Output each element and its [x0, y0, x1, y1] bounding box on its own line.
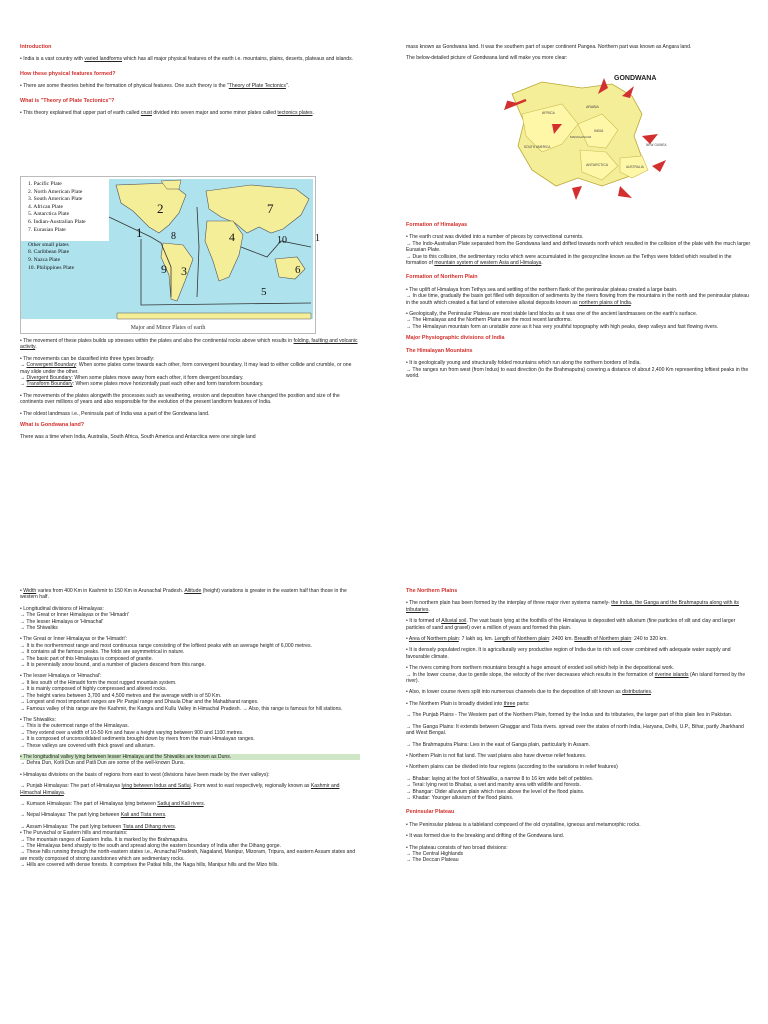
paragraph-plate-movement: • The movement of these plates builds up stresses within the plates and also the continental rocks above which results in folding, faulting and volcanic activity.	[20, 338, 358, 351]
gondwana-map	[502, 74, 692, 204]
paragraph-geology: • Geologically, the Peninsular Plateau are most stable land blocks as it was one of the ancient landmasses on the earth's surface. → The Himalayas and the Northern Plains are the most recent landforms. → The Himalayan mountain form an unstable zone as it has very youthful topography with high peaks, deep valleys and fast flowing rivers.	[406, 311, 719, 330]
plate-label-4: 4	[229, 230, 235, 244]
paragraph-four-regions: • Northern plains can be divided into four regions (according to the variations in relief features)	[406, 764, 618, 771]
paragraph-northern-plain: • The uplift of Himalaya from Tethys sea and settling of the northern flank of the peninsular plateau created a large basin. → In due time, gradually the basin got filled with deposition of sediments by the rivers flowing from the mountains in the north and the peninsular plateau in the south which created a flat land of extensive alluvial deposits known as northern plains of India.	[406, 286, 749, 306]
document-page-2	[0, 512, 768, 1024]
paragraph-area: • Area of Northern plain: 7 lakh sq. km. Length of Northern plain: 2400 km. Breadth of Northern plain: 240 to 320 km.	[406, 636, 668, 643]
label-arabia: ARABIA	[586, 105, 599, 109]
paragraph-population: • It is densely populated region. It is agriculturally very productive region of India due to rich soil cover combined with adequate water supply and favourable climate.	[406, 647, 731, 660]
page1-right-column	[406, 44, 751, 67]
plate-label-1a: 1	[136, 225, 143, 240]
page1-left-column-lower	[20, 338, 360, 446]
paragraph-duns: • The longitudinal valley lying between lesser Himalaya and the Shiwaliks are known as Duns. → Dehra Dun, Kotli Dun and Patli Dun are some of the well-known Duns.	[20, 754, 360, 767]
heading-formation-himalayas: Formation of Himalayas	[406, 222, 468, 228]
heading-himalayan-mountains: The Himalayan Mountains	[406, 347, 473, 354]
list-plateau-divisions: • The plateau consists of two broad divisions: → The Central Highlands → The Deccan Plateau	[406, 844, 508, 864]
paragraph-punjab-himalayas: → Punjab Himalayas: The part of Himalayas lying between Indus and Satluj. From west to east respectively, regionally known as Kashmir and Himachal Himalaya.	[20, 783, 340, 796]
paragraph-plateau-2: • It was formed due to the breaking and drifting of the Gondwana land.	[406, 833, 565, 840]
plate-label-7: 7	[267, 201, 274, 216]
label-africa: AFRICA	[542, 111, 555, 115]
paragraph-distributaries: • Also, in lower course rivers split into numerous channels due to the deposition of silt known as distributaries.	[406, 689, 653, 696]
paragraph-gondwana: There was a time when India, Australia, South Africa, South America and Antarctica were one single land	[20, 434, 256, 441]
label-india: INDIA	[594, 129, 604, 133]
paragraph-kumaon-himalayas: → Kumaon Himalayas: The part of Himalayas lying between Satluj and Kali rivers.	[20, 800, 206, 807]
paragraph-himalayas: • The earth crust was divided into a number of pieces by convectional currents. → The Indo-Australian Plate separated from the Gondwana land and drifted towards north which resulted in the collision of the plate with the much larger Eurasian Plate. → Due to this collision, the sedimentary rocks which were accumulated in the geosyncline known as the Tethys were folded which resulted in the formation of mountain system of western Asia and Himalaya.	[406, 234, 751, 267]
paragraph-nepal-himalayas: → Nepal Himalayas: The part lying between Kali and Tista rivers.	[20, 812, 167, 819]
paragraph-plateau-1: • The Peninsular plateau is a tableland composed of the old crystalline, igneous and metamorphic rocks.	[406, 821, 641, 828]
paragraph-width: • Width varies from 400 Km in Kashmir to 150 Km in Arunachal Pradesh. Altitude (height) variations is greater in the eastern half than those in the western half.	[20, 588, 347, 601]
page2-left-column	[20, 588, 360, 874]
heading-peninsular-plateau: Peninsular Plateau	[406, 809, 455, 816]
paragraph-alluvial: • It is formed of Alluvial soil. The vast basin lying at the foothills of the Himalayas is deposited with alluvium (fine particles of silt and clay and larger particles of sand and gravel) over a million of years and formed this plain.	[406, 618, 736, 631]
paragraph-picture-intro: The below-detailed picture of Gondwana land will make you more clear:	[406, 55, 568, 62]
paragraph-assam-purvachal: → Assam Himalayas: The part lying between Tista and Dihang rivers. • The Purvachal or Eastern hills and mountains: → The mountain ranges of Eastern India. It is marked by the Brahmaputra. → The Himalayas bend sharply to the south and spread along the eastern boundary of India after the Dihang gorge. → These hills running through the north-eastern states i.e., Arunachal Pradesh, Nagaland, Manipur, Mizoram, Tripura, and eastern Assam states and are mostly composed of strong sandstones which are sedimentary rocks. → Hills are covered with dense forests. It comprises the Patkai hills, the Naga hills, Manipur hills and the Mizo hills.	[20, 823, 356, 869]
paragraph-brahmaputra-plains: → The Brahmaputra Plains: Lies in the east of Ganga plain, particularly in Assam.	[406, 741, 590, 748]
plate-label-10: 10	[277, 235, 287, 246]
heading-formation-northern-plain: Formation of Northern Plain	[406, 274, 478, 281]
paragraph-intro: • India is a vast country with varied landforms which has all major physical features of the earth i.e. mountains, plains, deserts, plateaus and islands.	[20, 56, 354, 63]
heading-plate-tectonics: What is "Theory of Plate Tectonics"?	[20, 97, 115, 104]
plate-label-2: 2	[157, 201, 164, 216]
paragraph-theory: • This theory explained that upper part of earth called crust divided into seven major and some minor plates called tectonics plates.	[20, 110, 314, 117]
plate-label-6: 6	[295, 264, 301, 276]
paragraph-divisions: • The Northern Plain is broadly divided into three parts:	[406, 700, 530, 707]
label-new-guinea: NEW GUINEA	[646, 143, 667, 147]
label-south-america: SOUTH AMERICA	[524, 145, 551, 149]
label-madagascar: MADAGASCAR	[570, 135, 592, 139]
paragraph-himalayan-mountains: • It is geologically young and structurally folded mountains which run along the northern borders of India. → The ranges run from west (from Indus) to east direction (to the Brahmaputra) covering a distance of about 2,400 Km representing loftiest peaks in the world.	[406, 360, 749, 379]
paragraph-ganga-plains: → The Ganga Plains: It extends between Ghaggar and Tista rivers. spread over the states of north India, Haryana, Delhi, U.P., Bihar, partly Jharkhand and West Bengal.	[406, 723, 744, 737]
paragraph-not-flat: • Northern Plain is not flat land. The vast plains also have diverse relief features.	[406, 752, 587, 759]
paragraph-river-systems: • The northern plain has been formed by the interplay of three major river systems namely- the Indus, the Ganga and the Brahmaputra along with its tributaries.	[406, 600, 739, 613]
heading-major-divisions: Major Physiographic divisions of India	[406, 335, 505, 342]
list-himachal: • The lesser Himalaya or 'Himachal': → It lies south of the Himadri form the most rugged mountain system. → It is mainly composed of highly compressed and altered rocks. → The height varies between 3,700 and 4,500 metres and the average width is of 50 Km. → Longest and most important ranges are Pir Panjal range and Dhaula Dhar and the Mahabharat ranges. → Famous valley of this range are the Kashmir, the Kangra and Kullu Valley in Himachal Pradesh. → Also, this range is famous for hill stations.	[20, 673, 343, 712]
paragraph-boundaries: • The movements can be classified into three types broadly: → Convergent Boundary: When some plates come towards each other, form convergent boundary. It may lead to either collide and crumble, or one may slide under the other. → Divergent Boundary: When some plates move away from each other, it form divergent boundary. → Transform Boundary: When some plates move horizontally past each other and form transform boundary.	[20, 355, 352, 388]
heading-northern-plains: The Northern Plains	[406, 588, 458, 594]
page1-right-column-lower	[406, 222, 751, 384]
label-australia: AUSTRALIA	[626, 165, 644, 169]
page1-left-column	[20, 44, 360, 121]
heading-how-formed: How these physical features formed?	[20, 70, 116, 77]
list-shiwaliks: • The Shiwaliks: → This is the outermost range of the Himalayas. → They extend over a width of 10-50 Km and have a height varying between 900 and 1100 metres. → It is composed of unconsolidated sediments brought down by rivers from the main Himalayan ranges. → These valleys are covered with thick gravel and alluvium.	[20, 716, 255, 749]
heading-introduction: Introduction	[20, 44, 52, 50]
plate-label-8: 8	[171, 231, 176, 242]
plate-label-5: 5	[261, 286, 267, 298]
paragraph-oldest-landmass: • The oldest landmass i.e., Peninsula part of India was a part of the Gondwana land.	[20, 410, 210, 417]
gondwana-title: GONDWANA	[614, 75, 657, 82]
highlighted-duns: • The longitudinal valley lying between lesser Himalaya and the Shiwaliks are known as Duns.	[20, 754, 360, 760]
heading-gondwana: What is Gondwana land?	[20, 422, 85, 429]
paragraph-punjab-plains: → The Punjab Plains - The Western part of the Northern Plain, formed by the Indus and its tributaries, the larger part of this plain lies in Pakistan.	[406, 712, 733, 719]
plate-label-1b: 1	[315, 233, 320, 244]
plate-label-9: 9	[161, 262, 167, 276]
paragraph-regional-divisions: • Himalayas divisions on the basis of regions from east to west (divisions have been made by the river valleys):	[20, 771, 270, 778]
list-longitudinal-divisions: • Longitudinal divisions of Himalayas: → The Great or Inner Himalayas or the 'Himadri' → The lesser Himalaya or 'Himachal' → The Shiwaliks	[20, 605, 129, 632]
map-caption: Major and Minor Plates of earth	[130, 325, 206, 331]
paragraph-processes: • The movements of the plates alongwith the processes such as weathering, erosion and deposition have changed the position and size of the continents over millions of years and also responsible for the evolution of the present landform features of India.	[20, 392, 340, 406]
paragraph-rivers: • The rivers coming from northern mountains brought a huge amount of eroded soil which help in the depositional work. → In the lower course, due to gentle slope, the velocity of the river decreases which results in the formation of riverine islands (An island formed by the river).	[406, 665, 746, 685]
paragraph-gondwana-cont: mass known as Gondwana land. It was the southern part of super continent Pangea. Northern part was known as Angara land.	[406, 44, 692, 50]
plates-legend: 1. Pacific Plate 2. North American Plate 3. South American Plate 4. African Plate 5. Antarctica Plate 6. Indian-Australian Plate 7. Eurasian Plate Other small plates 8. Caribbean Plate 9. Nazca Plate 10. Philippines Plate	[28, 181, 86, 271]
list-himadri: • The Great or Inner Himalayas or the 'Himadri': → It is the northernmost range and most continuous range consisting of the loftiest peaks with an average height of 6,000 metres. → It contains all the famous peaks. The folds are asymmetrical in nature. → The basic part of this Himalayas is composed of granite. → It is perennially snow bound, and a number of glaciers descend from this range.	[20, 636, 312, 669]
list-four-regions: → Bhabar: laying at the foot of Shiwaliks, a narrow 8 to 16 km wide belt of pebbles. → Terai: lying next to Bhabar, a wet and marshy area with wildlife and forests. → Bhangar: Older alluvium plain which rises above the level of the flood plains. → Khadar: Younger alluvium of the flood plains.	[406, 775, 594, 801]
tectonic-plates-map	[20, 176, 320, 334]
page2-right-column	[406, 588, 751, 869]
label-antarctica: ANTARCTICA	[586, 163, 609, 167]
gondwana-svg	[502, 74, 692, 204]
paragraph-theories: • There are some theories behind the formation of physical features. One such theory is the "Theory of Plate Tectonics".	[20, 83, 290, 90]
plate-label-3: 3	[181, 264, 187, 278]
